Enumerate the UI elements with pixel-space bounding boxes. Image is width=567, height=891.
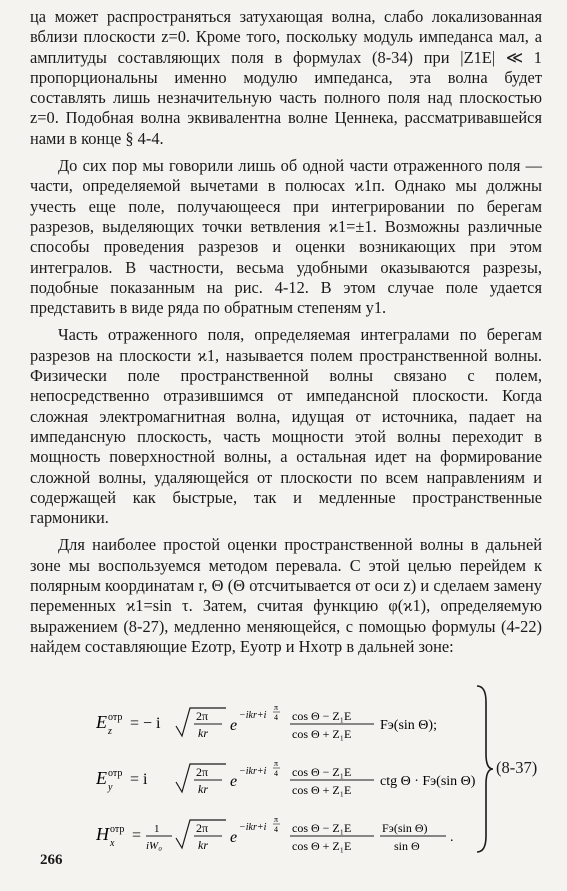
eq1-exp-power: −ikr+i [239, 710, 267, 721]
eq2-sqrt-den: kr [198, 782, 208, 796]
equation-number: (8-37) [496, 758, 538, 777]
eq1-exp-pi: π [274, 703, 279, 712]
eq3-tail-num: Fэ(sin Θ) [382, 821, 428, 835]
eq3-prefix: = [132, 827, 142, 844]
eq3-exp-4: 4 [274, 825, 278, 834]
eq2-lhs-symbol: E [96, 768, 107, 788]
eq2-superscript: отр [108, 768, 123, 779]
equation-hx-formula [96, 814, 476, 858]
eq3-coef-num: 1 [154, 823, 160, 835]
equation-ez [96, 702, 476, 751]
paragraph-1: ца может распространяться затухающая волна, слабо локализованная вблизи плоскости z=0. Кроме того, поскольку модуль импеданса мал, а амплитуды составляющих поля в формулах (8-34) при |Z1E| ≪ 1 пропорциональны именно модулю импеданса, эта волна будет составлять лишь незначительную часть полного поля над плоскостью z=0. Подобная волна эквивалентна волне Ценнека, рассматривавшейся нами в конце § 4-4. [30, 7, 542, 148]
right-curly-brace [474, 684, 494, 854]
eq3-exp-base: e [230, 829, 238, 846]
eq2-exp-4: 4 [274, 769, 278, 778]
eq2-frac-den: cos Θ + Z₁E [292, 783, 352, 797]
page-number: 266 [40, 852, 63, 868]
eq3-subscript: x [110, 838, 115, 849]
paragraph-3: Часть отраженного поля, определяемая интегралами по берегам разрезов на плоскости ϰ1, называется полем пространственной волны. Физически поле пространственной волны связано с полем, непосредственно отразившимся от импедансной плоскости. Когда сложная электромагнитная волна, идущая от источника, падает на импедансную плоскость, часть мощности этой волны переходит в мощность поверхностной волны, а остальная идет на формирование сложной волны, удаляющейся от плоскости по всем направлениям и содержащей как быстрые, так и медленные пространственные гармоники. [30, 325, 542, 528]
eq3-lhs-symbol: H [96, 824, 109, 844]
eq3-coef-den: iW₀ [146, 840, 163, 852]
eq2-prefix: = i [130, 771, 148, 788]
eq3-frac-num: cos Θ − Z₁E [292, 821, 352, 835]
eq3-exp-pi: π [274, 815, 279, 824]
eq2-tail: ctg Θ · Fэ(sin Θ); [380, 774, 476, 789]
body-text [30, 7, 542, 657]
equation-ez-formula [96, 702, 476, 746]
eq1-lhs-symbol: E [96, 712, 107, 732]
eq1-exp-4: 4 [274, 713, 278, 722]
equation-hx [96, 814, 476, 863]
paragraph-2: До сих пор мы говорили лишь об одной части отраженного поля — части, определяемой вычетами в полюсах ϰ1п. Однако мы должны учесть еще поле, получающееся при интегрировании по берегам разрезов, выделяющих точки ветвления ϰ1=±1. Возможны различные способы проведения разрезов и оценки возникающих при этом интегралов. В частности, весьма удобными оказываются разрезы, подобные показанным на рис. 4-12. В этом случае поле удается представить в виде ряда по обратным степеням y1. [30, 156, 542, 318]
eq1-tail: Fэ(sin Θ); [380, 718, 437, 733]
eq1-frac-den: cos Θ + Z₁E [292, 727, 352, 741]
equation-ey [96, 758, 476, 807]
eq1-superscript: отр [108, 712, 123, 723]
eq2-subscript: y [108, 782, 113, 793]
eq1-prefix: = − i [130, 715, 161, 732]
eq3-superscript: отр [110, 824, 125, 835]
eq3-sqrt-num: 2π [196, 821, 209, 835]
eq2-exp-pi: π [274, 759, 279, 768]
eq1-frac-num: cos Θ − Z₁E [292, 709, 352, 723]
eq2-exp-base: e [230, 773, 238, 790]
equation-system-8-37 [0, 678, 567, 858]
eq1-exp-base: e [230, 717, 238, 734]
eq1-subscript: z [108, 726, 112, 737]
eq3-tail-den: sin Θ [394, 839, 420, 853]
eq3-exp-power: −ikr+i [239, 822, 267, 833]
eq3-tail-end: . [450, 830, 454, 845]
eq2-exp-power: −ikr+i [239, 766, 267, 777]
eq1-sqrt-den: kr [198, 726, 208, 740]
eq2-frac-num: cos Θ − Z₁E [292, 765, 352, 779]
equation-ey-formula [96, 758, 476, 802]
eq3-sqrt-den: kr [198, 838, 208, 852]
eq3-frac-den: cos Θ + Z₁E [292, 839, 352, 853]
eq1-sqrt-num: 2π [196, 709, 209, 723]
paragraph-4: Для наиболее простой оценки пространственной волны в дальней зоне мы воспользуемся методом перевала. С этой целью перейдем к полярным координатам r, Θ (Θ отсчитывается от оси z) и сделаем замену переменных ϰ1=sin τ. Затем, считая функцию φ(ϰ1), определяемую выражением (8-27), медленно меняющейся, с помощью формулы (4-22) найдем составляющие Ezотр, Eyотр и Hxотр в дальней зоне: [30, 535, 542, 656]
eq2-sqrt-num: 2π [196, 765, 209, 779]
